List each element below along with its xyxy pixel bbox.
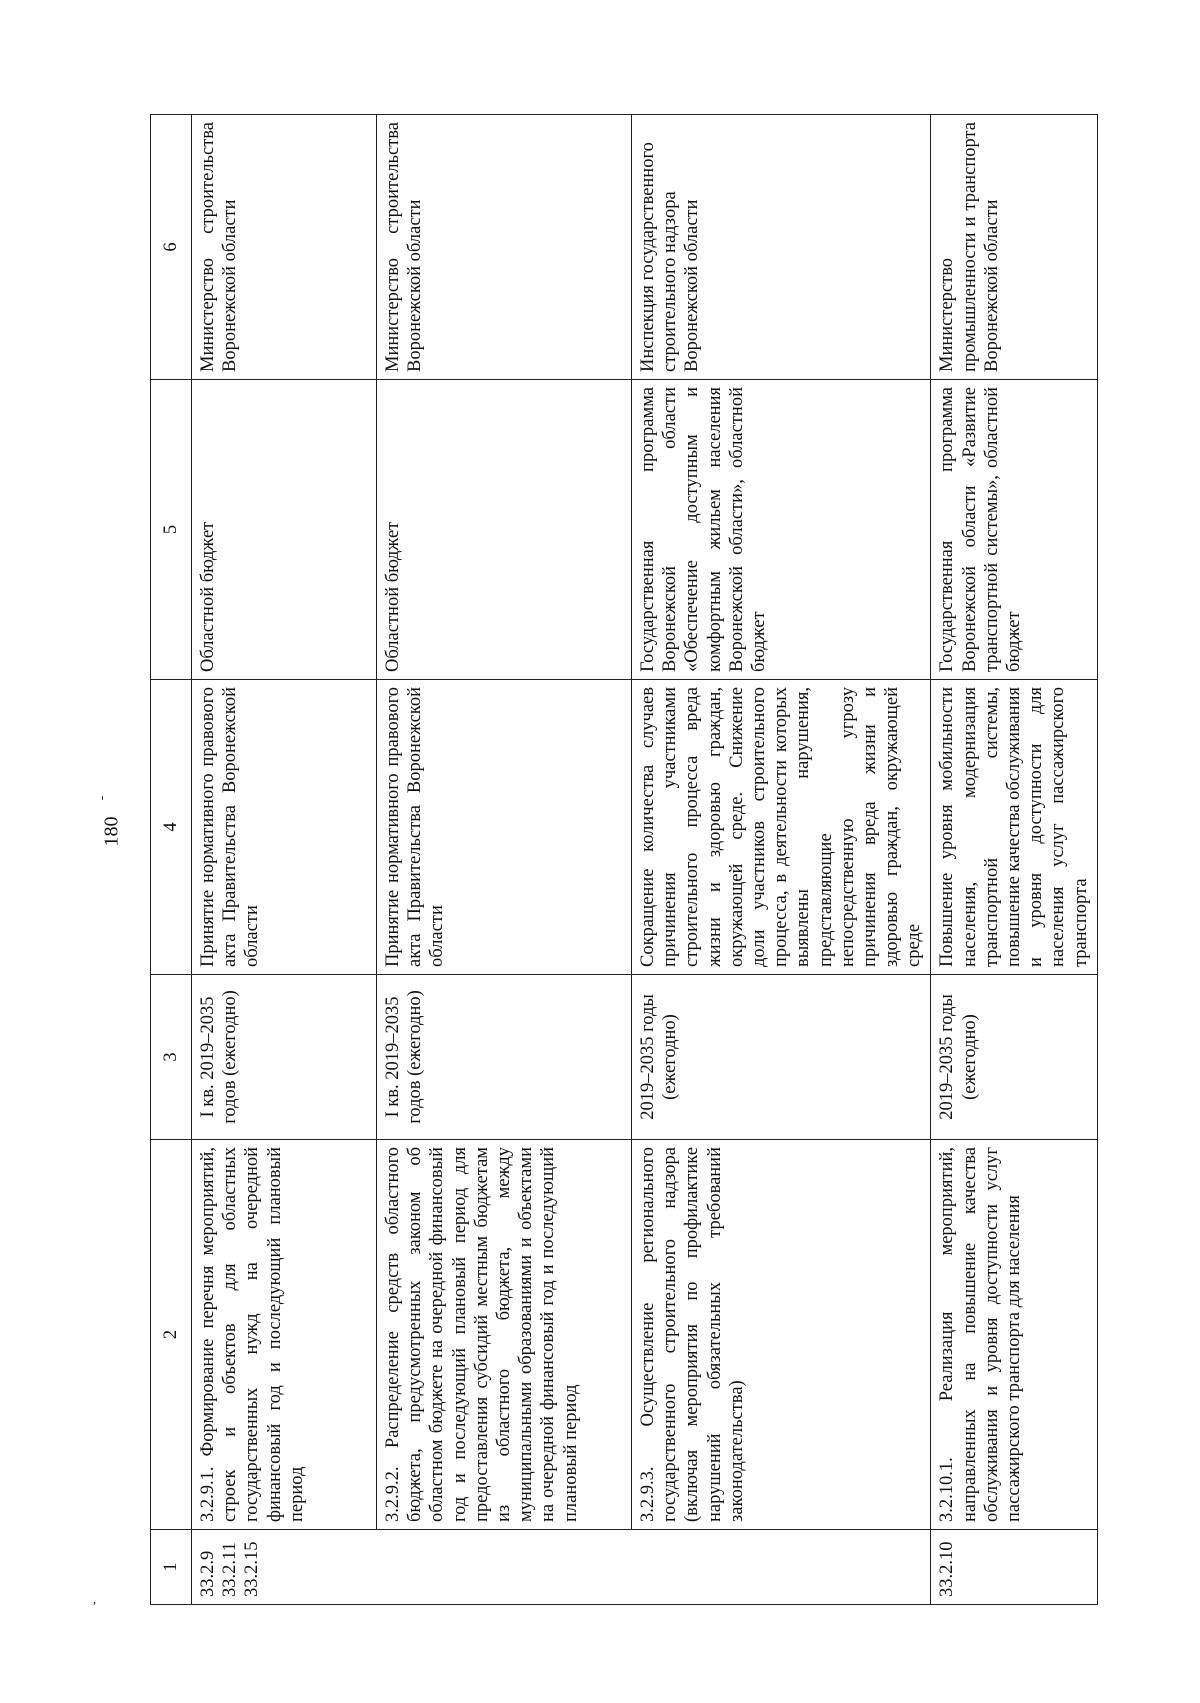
row-measure: 3.2.9.2. Распределение средств областного бюджета, предусмотренных законом об областном бюджете на очередной финансовый год и последующий плановый период для предоставления субсидий местным бюджетам из областного бюджета, между муниципальными образованиями и объектами на очередной финансовый год и последующий плановый период	[377, 1140, 632, 1530]
row-result: Повышение уровня мобильности населения, модернизация транспортной системы, повышение качества обслуживания и уровня доступности для населения услуг пассажирского транспорта	[931, 680, 1097, 975]
table-row	[192, 115, 377, 1605]
rotated-table-frame	[150, 115, 1091, 1605]
row-funding: Областной бюджет	[377, 380, 632, 680]
row-funding: Государственная программа Воронежской области «Развитие транспортной системы», областной бюджет	[931, 380, 1097, 680]
row-measure: 3.2.9.3. Осуществление регионального государственного строительного надзора (включая мероприятия по профилактике нарушений обязательных требований законодательства)	[632, 1140, 931, 1530]
row-timing: I кв. 2019–2035 годов (ежегодно)	[377, 975, 632, 1140]
header-col-2: 2	[151, 1140, 192, 1530]
table-row	[632, 115, 931, 1605]
page-number-dash: -	[94, 795, 110, 801]
row-result: Сокращение количества случаев причинения участниками строительного процесса вреда жизни и здоровью граждан, окружающей среде. Снижение доли участников строительного процесса, в деятельности которых выявлены нарушения, представляющие непосредственную угрозу причинения вреда жизни и здоровью граждан, окружающей среде	[632, 680, 931, 975]
row-result: Принятие нормативного правового акта Правительства Воронежской области	[377, 680, 632, 975]
row-timing: I кв. 2019–2035 годов (ежегодно)	[192, 975, 377, 1140]
header-col-1: 1	[151, 1530, 192, 1605]
header-col-5: 5	[151, 380, 192, 680]
row-code: 33.2.10	[931, 1530, 1097, 1605]
row-funding: Областной бюджет	[192, 380, 377, 680]
table-header-row	[151, 115, 192, 1605]
row-timing: 2019–2035 годы (ежегодно)	[632, 975, 931, 1140]
table-row	[377, 115, 632, 1605]
plan-table	[150, 114, 1098, 1605]
row-measure: 3.2.9.1. Формирование перечня мероприятий, строек и объектов для областных государственных нужд на очередной финансовый год и последующий плановый период	[192, 1140, 377, 1530]
row-timing: 2019–2035 годы (ежегодно)	[931, 975, 1097, 1140]
header-col-3: 3	[151, 975, 192, 1140]
row-executor: Министерство промышленности и транспорта Воронежской области	[931, 115, 1097, 380]
row-measure: 3.2.10.1. Реализация мероприятий, направленных на повышение качества обслуживания и уровня доступности услуг пассажирского транспорта для населения	[931, 1140, 1097, 1530]
table-row	[931, 115, 1097, 1605]
row-result: Принятие нормативного правового акта Правительства Воронежской области	[192, 680, 377, 975]
header-col-6: 6	[151, 115, 192, 380]
row-funding: Государственная программа Воронежской области «Обеспечение доступным и комфортным жильем населения Воронежской области», областной бюджет	[632, 380, 931, 680]
row-executor: Министерство строительства Воронежской области	[377, 115, 632, 380]
table-container	[150, 115, 1091, 1605]
row-executor: Инспекция государственного строительного надзора Воронежской области	[632, 115, 931, 380]
header-col-4: 4	[151, 680, 192, 975]
scan-mark: ʼ	[92, 1600, 97, 1615]
page-number: 180	[100, 816, 123, 847]
row-executor: Министерство строительства Воронежской области	[192, 115, 377, 380]
row-code: 33.2.9 33.2.11 33.2.15	[192, 1530, 931, 1605]
